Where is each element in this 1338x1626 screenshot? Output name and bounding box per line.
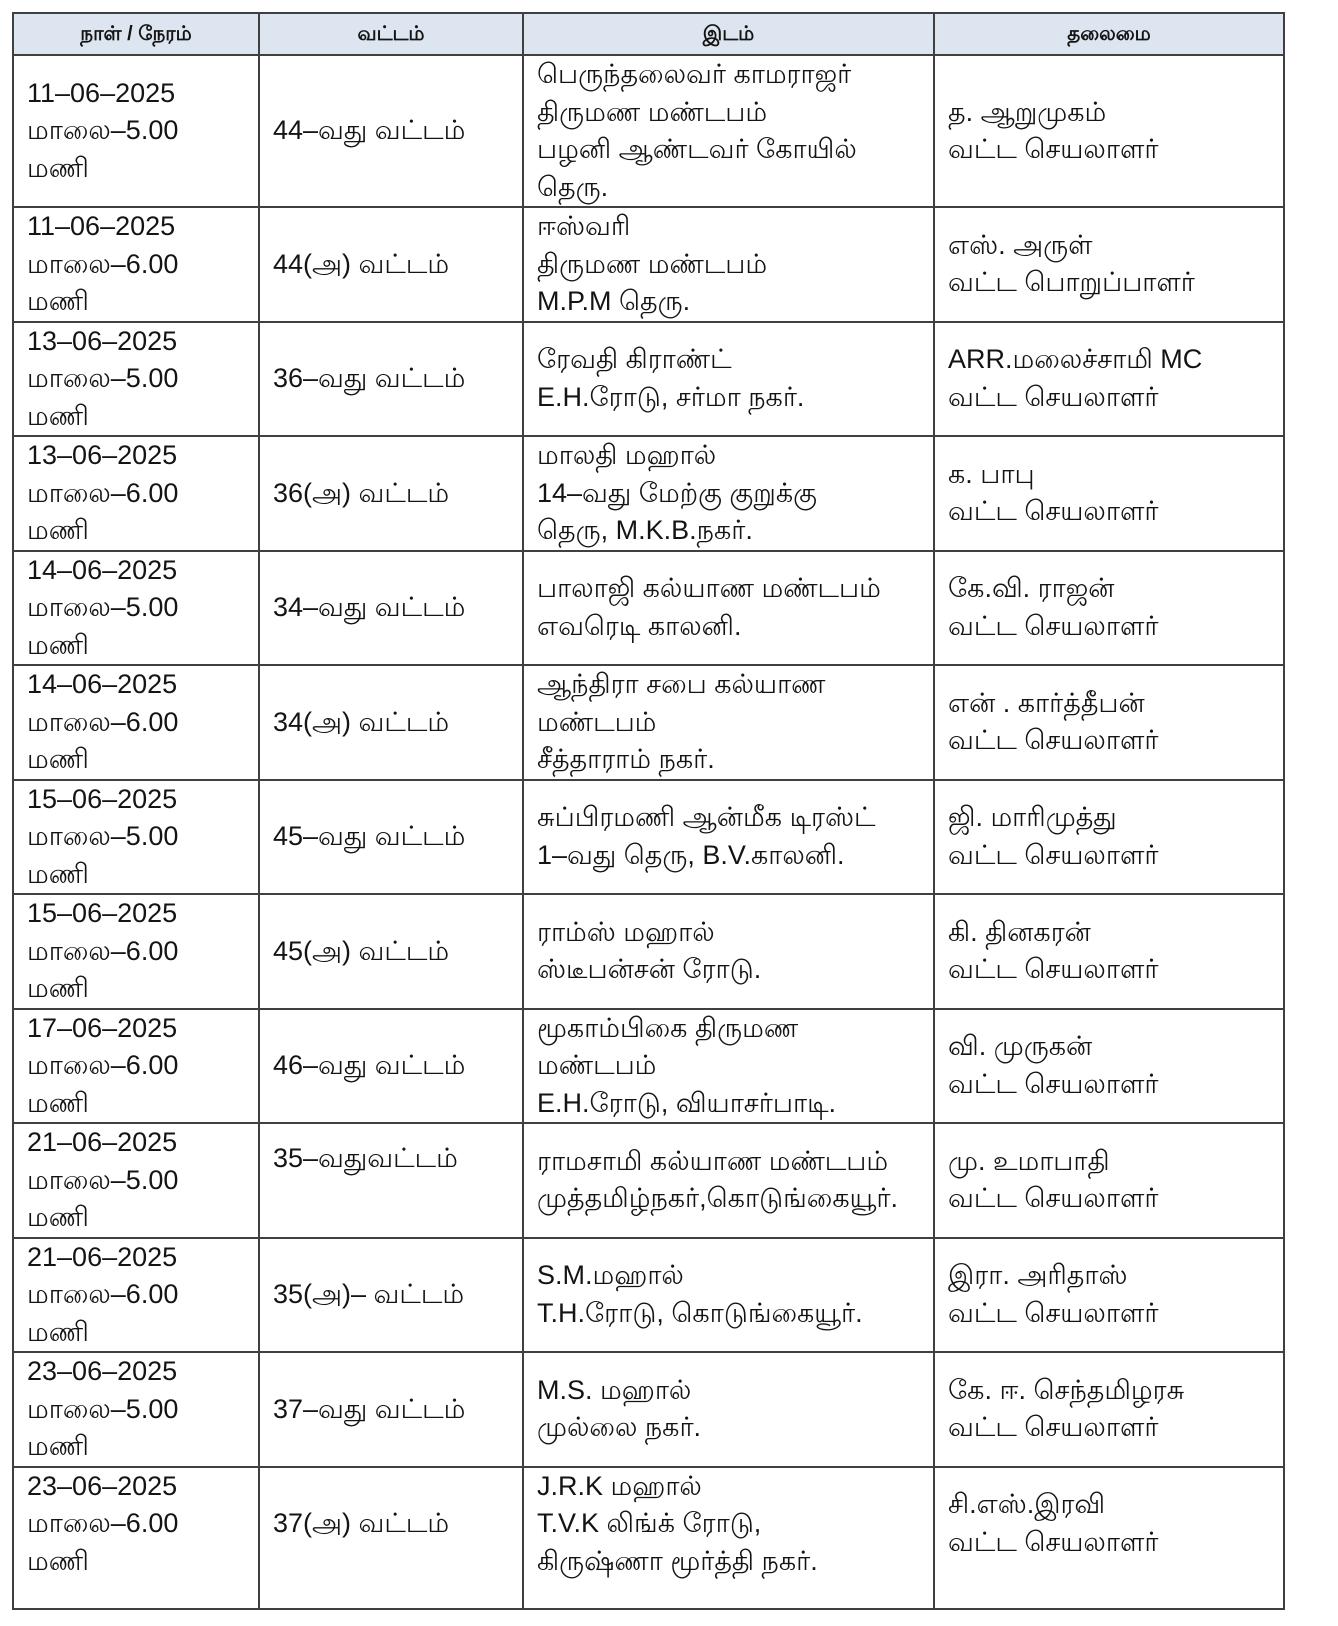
venue-line: 14–வது மேற்கு குறுக்கு: [537, 477, 817, 508]
ward-text: 46–வது வட்டம்: [273, 1050, 466, 1080]
table-row: [13, 436, 1284, 551]
date-text: 17–06–2025: [27, 1012, 178, 1043]
ward-cell: [259, 322, 523, 437]
ward-cell: [259, 1352, 523, 1467]
table-header: [13, 13, 1284, 55]
venue-line: S.M.மஹால்: [537, 1260, 684, 1291]
time-suffix: மணி: [27, 1545, 89, 1576]
datetime-cell: [13, 665, 259, 780]
chair-role: வட்ட செயலாளர்: [948, 1412, 1159, 1443]
chair-role: வட்ட செயலாளர்: [948, 134, 1159, 164]
venue-cell: [523, 1467, 934, 1610]
ward-cell: [259, 551, 523, 666]
column-header-venue: இடம்: [523, 13, 934, 55]
venue-line: பாலாஜி கல்யாண மண்டபம்: [537, 573, 881, 604]
venue-line: M.S. மஹால்: [537, 1374, 692, 1405]
chair-role: வட்ட பொறுப்பாளர்: [948, 267, 1195, 298]
date-text: 15–06–2025: [27, 783, 178, 814]
datetime-cell: [13, 55, 259, 207]
chair-name: இரா. அரிதாஸ்: [948, 1260, 1128, 1291]
datetime-cell: [13, 322, 259, 437]
ward-text: 34–வது வட்டம்: [273, 592, 466, 622]
table-row: [13, 665, 1284, 780]
chair-cell: [934, 207, 1284, 322]
venue-line: சுப்பிரமணி ஆன்மீக டிரஸ்ட்: [537, 802, 876, 833]
venue-cell: [523, 1123, 934, 1238]
time-text: மாலை–5.00: [27, 115, 179, 146]
datetime-cell: [13, 1467, 259, 1610]
time-suffix: மணி: [27, 400, 89, 431]
date-text: 13–06–2025: [27, 325, 178, 356]
time-text: மாலை–5.00: [27, 1164, 179, 1195]
date-text: 15–06–2025: [27, 898, 178, 928]
date-text: 14–06–2025: [27, 669, 178, 699]
venue-cell: [523, 894, 934, 1009]
chair-cell: [934, 1009, 1284, 1124]
datetime-cell: [13, 551, 259, 666]
chair-name: எஸ். அருள்: [948, 229, 1093, 260]
datetime-cell: [13, 1238, 259, 1353]
venue-line: ரேவதி கிராண்ட்: [537, 344, 732, 375]
venue-line: M.P.M தெரு.: [537, 286, 691, 316]
chair-cell: [934, 1467, 1284, 1610]
ward-text: 37–வது வட்டம்: [273, 1393, 466, 1424]
venue-cell: [523, 1238, 934, 1353]
column-header-ward: வட்டம்: [259, 13, 523, 55]
time-suffix: மணி: [27, 515, 89, 545]
table-row: [13, 1238, 1284, 1353]
chair-role: வட்ட செயலாளர்: [948, 725, 1159, 756]
time-text: மாலை–5.00: [27, 363, 179, 393]
venue-line: T.H.ரோடு, கொடுங்கையூர்.: [537, 1297, 863, 1328]
ward-text: 36(அ) வட்டம்: [273, 477, 450, 508]
ward-cell: [259, 1009, 523, 1124]
venue-line: E.H.ரோடு, சர்மா நகர்.: [537, 381, 805, 412]
chair-name: மு. உமாபாதி: [948, 1145, 1110, 1176]
datetime-cell: [13, 1123, 259, 1238]
ward-cell: [259, 894, 523, 1009]
chair-cell: [934, 780, 1284, 895]
time-suffix: மணி: [27, 1431, 89, 1461]
time-text: மாலை–6.00: [27, 248, 179, 279]
time-text: மாலை–5.00: [27, 592, 179, 622]
venue-line: தெரு.: [537, 171, 609, 202]
chair-name: வி. முருகன்: [948, 1031, 1093, 1062]
table-row: [13, 1009, 1284, 1124]
venue-line: சீத்தாராம் நகர்.: [537, 744, 715, 774]
chair-cell: [934, 1238, 1284, 1353]
ward-cell: [259, 55, 523, 207]
time-text: மாலை–5.00: [27, 821, 179, 851]
time-suffix: மணி: [27, 1087, 89, 1118]
chair-cell: [934, 1123, 1284, 1238]
table-row: [13, 1123, 1284, 1238]
venue-cell: [523, 436, 934, 551]
chair-cell: [934, 551, 1284, 666]
datetime-cell: [13, 436, 259, 551]
datetime-cell: [13, 1352, 259, 1467]
venue-cell: [523, 55, 934, 207]
time-suffix: மணி: [27, 1316, 89, 1347]
ward-cell: [259, 780, 523, 895]
time-text: மாலை–6.00: [27, 1279, 179, 1309]
chair-cell: [934, 436, 1284, 551]
venue-line: முல்லை நகர்.: [537, 1412, 702, 1443]
chair-name: த. ஆறுமுகம்: [948, 96, 1107, 127]
venue-line: ஆந்திரா சபை கல்யாண: [537, 669, 826, 699]
time-text: மாலை–6.00: [27, 1508, 179, 1538]
venue-line: மாலதி மஹால்: [537, 440, 717, 470]
venue-line: எவரெடி காலனி.: [537, 610, 742, 641]
time-suffix: மணி: [27, 744, 89, 774]
chair-role: வட்ட செயலாளர்: [948, 496, 1159, 527]
time-text: மாலை–6.00: [27, 935, 179, 966]
chair-cell: [934, 894, 1284, 1009]
chair-cell: [934, 1352, 1284, 1467]
venue-line: மூகாம்பிகை திருமண: [537, 1012, 799, 1043]
time-text: மாலை–6.00: [27, 706, 179, 737]
datetime-cell: [13, 780, 259, 895]
chair-name: சி.எஸ்.இரவி: [948, 1489, 1106, 1520]
table-row: [13, 551, 1284, 666]
chair-role: வட்ட செயலாளர்: [948, 954, 1159, 985]
time-suffix: மணி: [27, 629, 89, 660]
ward-text: 35–வதுவட்டம்: [273, 1143, 458, 1173]
ward-text: 36–வது வட்டம்: [273, 363, 466, 393]
venue-cell: [523, 322, 934, 437]
chair-cell: [934, 55, 1284, 207]
datetime-cell: [13, 207, 259, 322]
venue-line: முத்தமிழ்நகர்,கொடுங்கையூர்.: [537, 1183, 898, 1214]
table-header-row: [13, 13, 1284, 55]
date-text: 11–06–2025: [27, 77, 176, 108]
venue-line: மண்டபம்: [537, 706, 657, 737]
date-text: 21–06–2025: [27, 1241, 178, 1272]
date-text: 13–06–2025: [27, 440, 178, 470]
ward-cell: [259, 436, 523, 551]
time-suffix: மணி: [27, 152, 89, 183]
schedule-body: [13, 55, 1284, 1609]
date-text: 11–06–2025: [27, 211, 176, 241]
ward-text: 44(அ) வட்டம்: [273, 248, 450, 279]
chair-name: ARR.மலைச்சாமி MC: [948, 344, 1203, 375]
time-suffix: மணி: [27, 1202, 89, 1232]
chair-name: க. பாபு: [948, 458, 1035, 489]
ward-cell: [259, 1467, 523, 1610]
chair-role: வட்ட செயலாளர்: [948, 1183, 1159, 1214]
datetime-cell: [13, 1009, 259, 1124]
venue-line: திருமண மண்டபம்: [537, 248, 768, 279]
table-row: [13, 894, 1284, 1009]
venue-cell: [523, 1352, 934, 1467]
venue-cell: [523, 780, 934, 895]
venue-cell: [523, 1009, 934, 1124]
meeting-schedule-table: [12, 12, 1285, 1610]
time-suffix: மணி: [27, 973, 89, 1003]
ward-text: 44–வது வட்டம்: [273, 115, 466, 146]
chair-role: வட்ட செயலாளர்: [948, 381, 1159, 412]
venue-line: மண்டபம்: [537, 1050, 657, 1080]
ward-text: 45–வது வட்டம்: [273, 821, 466, 851]
venue-line: 1–வது தெரு, B.V.காலனி.: [537, 839, 845, 870]
time-suffix: மணி: [27, 286, 89, 316]
date-text: 23–06–2025: [27, 1356, 178, 1386]
chair-cell: [934, 322, 1284, 437]
chair-role: வட்ட செயலாளர்: [948, 1297, 1159, 1328]
table-row: [13, 55, 1284, 207]
ward-text: 34(அ) வட்டம்: [273, 706, 450, 737]
time-suffix: மணி: [27, 858, 89, 889]
column-header-datetime: நாள் / நேரம்: [13, 13, 259, 55]
venue-cell: [523, 551, 934, 666]
chair-name: கே.வி. ராஜன்: [948, 573, 1115, 604]
chair-name: கே. ஈ. செந்தமிழரசு: [948, 1374, 1185, 1405]
datetime-cell: [13, 894, 259, 1009]
time-text: மாலை–6.00: [27, 477, 179, 508]
venue-line: திருமண மண்டபம்: [537, 96, 768, 127]
venue-line: J.R.K மஹால்: [537, 1470, 702, 1501]
ward-text: 45(அ) வட்டம்: [273, 935, 450, 966]
table-row: [13, 1352, 1284, 1467]
table-row: [13, 207, 1284, 322]
venue-line: பெருந்தலைவர் காமராஜர்: [537, 59, 852, 89]
time-text: மாலை–6.00: [27, 1050, 179, 1080]
venue-line: பழனி ஆண்டவர் கோயில்: [537, 134, 857, 164]
ward-text: 37(அ) வட்டம்: [273, 1508, 450, 1538]
ward-text: 35(அ)– வட்டம்: [273, 1279, 465, 1309]
venue-line: ராம்ஸ் மஹால்: [537, 916, 715, 947]
chair-name: என் . கார்த்தீபன்: [948, 687, 1145, 718]
date-text: 21–06–2025: [27, 1127, 178, 1157]
chair-role: வட்ட செயலாளர்: [948, 1526, 1159, 1557]
venue-line: கிருஷ்ணா மூர்த்தி நகர்.: [537, 1545, 818, 1576]
ward-cell: [259, 207, 523, 322]
chair-role: வட்ட செயலாளர்: [948, 839, 1159, 870]
table-row: [13, 322, 1284, 437]
chair-name: ஜி. மாரிமுத்து: [948, 802, 1117, 833]
column-header-chair: தலைமை: [934, 13, 1284, 55]
ward-cell: [259, 1238, 523, 1353]
table-row: [13, 780, 1284, 895]
date-text: 14–06–2025: [27, 554, 178, 585]
table-row: [13, 1467, 1284, 1610]
venue-cell: [523, 207, 934, 322]
ward-cell: [259, 1123, 523, 1238]
venue-line: T.V.K லிங்க் ரோடு,: [537, 1508, 762, 1538]
chair-role: வட்ட செயலாளர்: [948, 610, 1159, 641]
venue-line: ஸ்டீபன்சன் ரோடு.: [537, 954, 762, 985]
chair-name: கி. தினகரன்: [948, 916, 1091, 947]
venue-line: ராமசாமி கல்யாண மண்டபம்: [537, 1145, 889, 1176]
date-text: 23–06–2025: [27, 1470, 178, 1501]
ward-cell: [259, 665, 523, 780]
chair-role: வட்ட செயலாளர்: [948, 1068, 1159, 1099]
time-text: மாலை–5.00: [27, 1393, 179, 1424]
venue-cell: [523, 665, 934, 780]
venue-line: தெரு, M.K.B.நகர்.: [537, 515, 753, 545]
chair-cell: [934, 665, 1284, 780]
venue-line: ஈஸ்வரி: [537, 211, 631, 241]
venue-line: E.H.ரோடு, வியாசர்பாடி.: [537, 1087, 837, 1118]
